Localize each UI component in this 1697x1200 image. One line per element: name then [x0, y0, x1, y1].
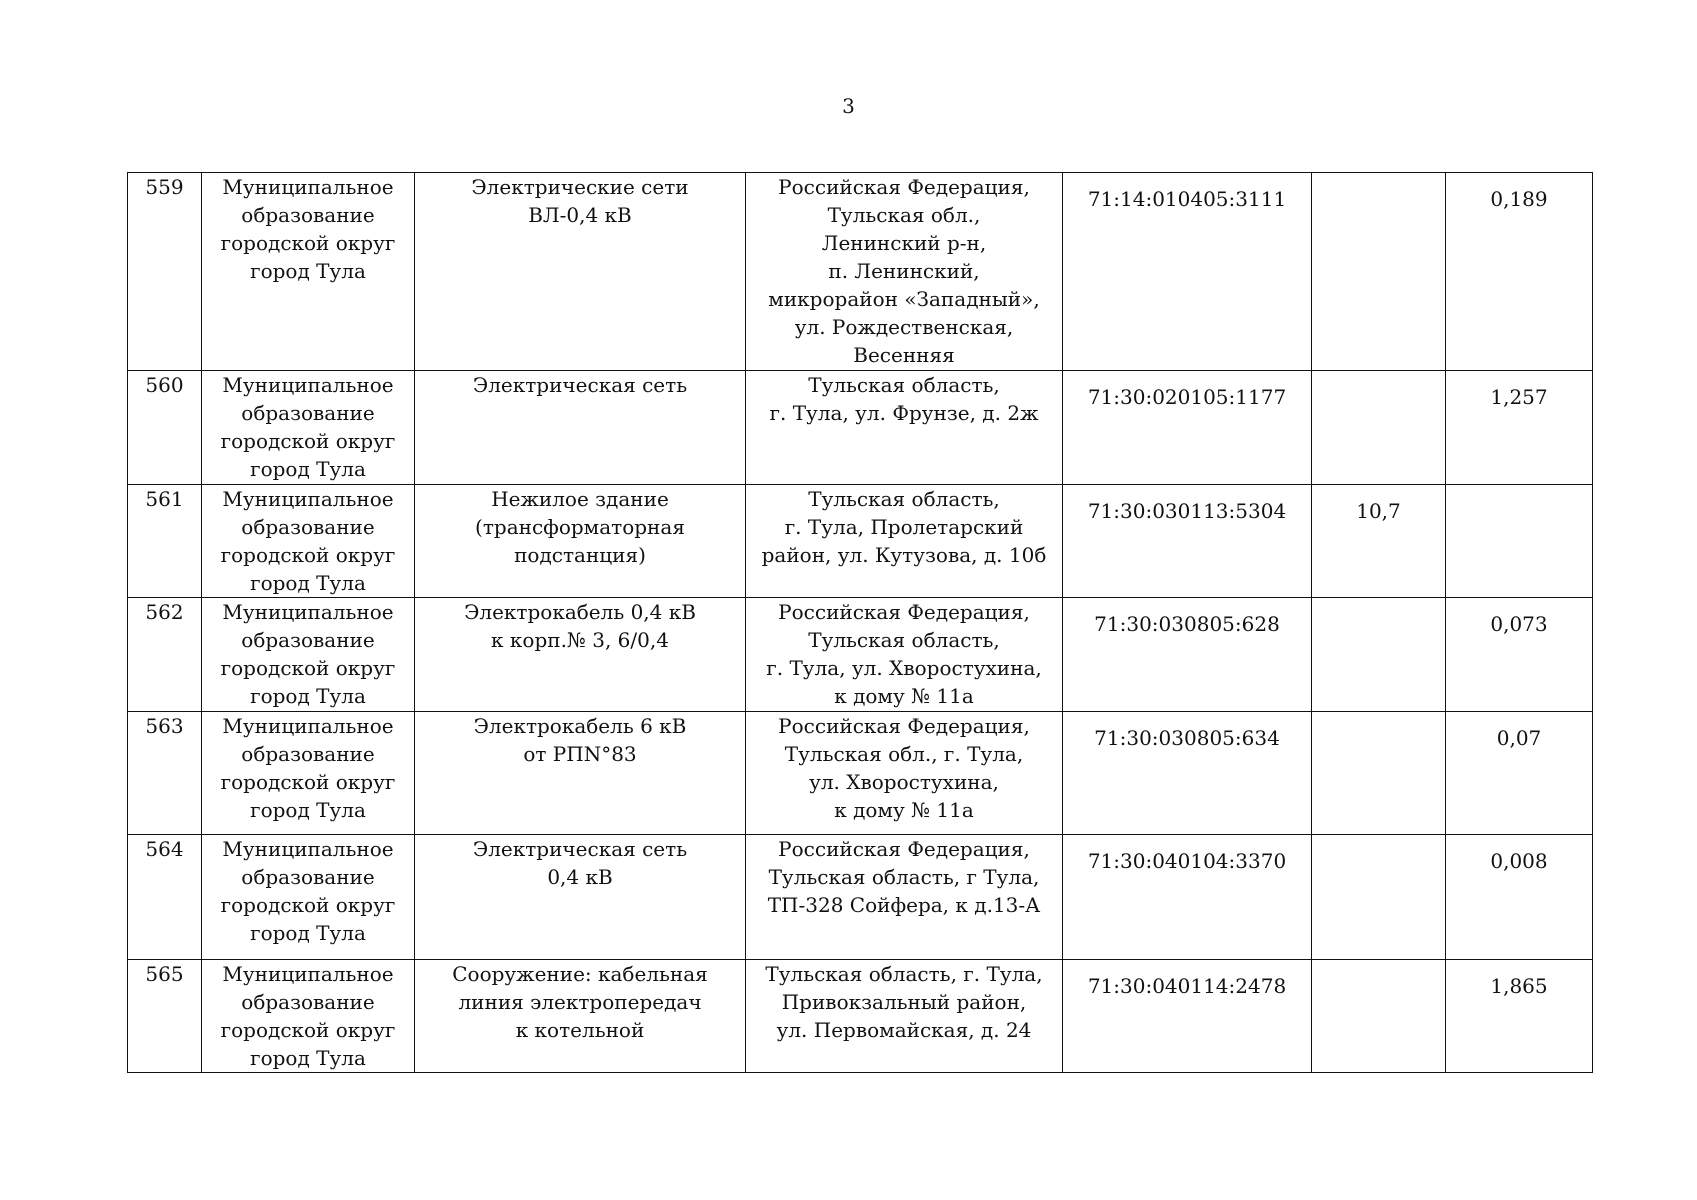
table-row: [128, 485, 1593, 598]
owner-cell: Муниципальное образование городской округ город Тула: [202, 960, 415, 1073]
area-cell: [1312, 371, 1446, 485]
cadastral-number-cell: 71:30:030113:5304: [1063, 485, 1312, 598]
cadastral-number-cell: 71:30:040104:3370: [1063, 835, 1312, 960]
cadastral-number-cell: 71:14:010405:3111: [1063, 173, 1312, 371]
length-cell: [1446, 485, 1593, 598]
area-cell: 10,7: [1312, 485, 1446, 598]
row-number: 562: [128, 598, 202, 712]
length-cell: 1,865: [1446, 960, 1593, 1073]
address-cell: Тульская область, г. Тула, Пролетарский район, ул. Кутузова, д. 10б: [746, 485, 1063, 598]
table-row: [128, 371, 1593, 485]
object-name-cell: Электрокабель 6 кВ от РПN°83: [415, 712, 746, 835]
table-row: [128, 960, 1593, 1073]
row-number: 560: [128, 371, 202, 485]
length-cell: 0,008: [1446, 835, 1593, 960]
table-row: [128, 835, 1593, 960]
object-name-cell: Электрическая сеть 0,4 кВ: [415, 835, 746, 960]
address-cell: Российская Федерация, Тульская обл., Ленинский р-н, п. Ленинский, микрорайон «Западный», ул. Рождественская, Весенняя: [746, 173, 1063, 371]
row-number: 559: [128, 173, 202, 371]
object-name-cell: Электрические сети ВЛ-0,4 кВ: [415, 173, 746, 371]
property-registry-table: [127, 172, 1593, 1073]
cadastral-number-cell: 71:30:020105:1177: [1063, 371, 1312, 485]
length-cell: 0,07: [1446, 712, 1593, 835]
row-number: 561: [128, 485, 202, 598]
address-cell: Российская Федерация, Тульская область, г. Тула, ул. Хворостухина, к дому № 11а: [746, 598, 1063, 712]
address-cell: Российская Федерация, Тульская обл., г. Тула, ул. Хворостухина, к дому № 11а: [746, 712, 1063, 835]
length-cell: 0,073: [1446, 598, 1593, 712]
object-name-cell: Сооружение: кабельная линия электропередач к котельной: [415, 960, 746, 1073]
page-number: 3: [842, 94, 855, 118]
area-cell: [1312, 712, 1446, 835]
owner-cell: Муниципальное образование городской округ город Тула: [202, 485, 415, 598]
object-name-cell: Электрическая сеть: [415, 371, 746, 485]
owner-cell: Муниципальное образование городской округ город Тула: [202, 173, 415, 371]
area-cell: [1312, 598, 1446, 712]
area-cell: [1312, 835, 1446, 960]
table-row: [128, 712, 1593, 835]
length-cell: 1,257: [1446, 371, 1593, 485]
table-row: [128, 598, 1593, 712]
row-number: 563: [128, 712, 202, 835]
address-cell: Российская Федерация, Тульская область, г Тула, ТП-328 Сойфера, к д.13-А: [746, 835, 1063, 960]
area-cell: [1312, 173, 1446, 371]
address-cell: Тульская область, г. Тула, Привокзальный район, ул. Первомайская, д. 24: [746, 960, 1063, 1073]
owner-cell: Муниципальное образование городской округ город Тула: [202, 598, 415, 712]
cadastral-number-cell: 71:30:030805:634: [1063, 712, 1312, 835]
table-row: [128, 173, 1593, 371]
row-number: 565: [128, 960, 202, 1073]
cadastral-number-cell: 71:30:040114:2478: [1063, 960, 1312, 1073]
owner-cell: Муниципальное образование городской округ город Тула: [202, 371, 415, 485]
row-number: 564: [128, 835, 202, 960]
address-cell: Тульская область, г. Тула, ул. Фрунзе, д. 2ж: [746, 371, 1063, 485]
cadastral-number-cell: 71:30:030805:628: [1063, 598, 1312, 712]
owner-cell: Муниципальное образование городской округ город Тула: [202, 712, 415, 835]
owner-cell: Муниципальное образование городской округ город Тула: [202, 835, 415, 960]
object-name-cell: Нежилое здание (трансформаторная подстанция): [415, 485, 746, 598]
area-cell: [1312, 960, 1446, 1073]
object-name-cell: Электрокабель 0,4 кВ к корп.№ 3, 6/0,4: [415, 598, 746, 712]
length-cell: 0,189: [1446, 173, 1593, 371]
